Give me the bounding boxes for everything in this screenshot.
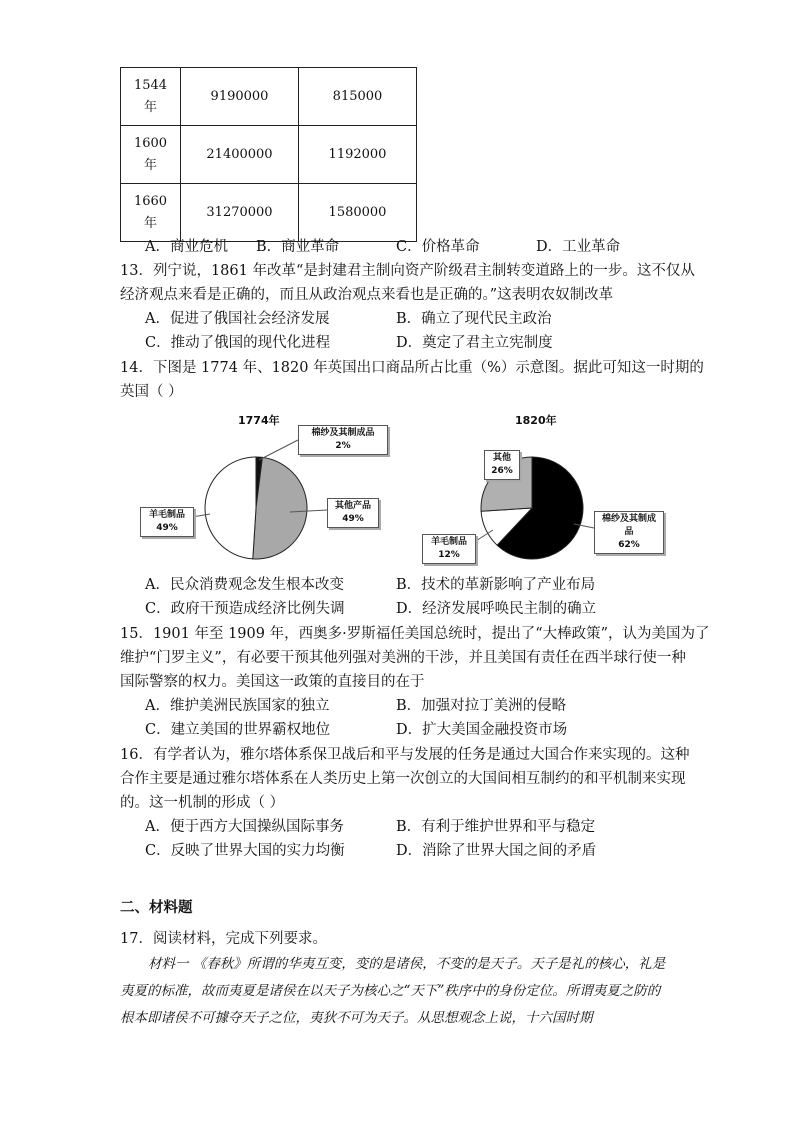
q16-option-a[interactable]: A．便于西方大国操纵国际事务	[145, 819, 344, 835]
q13-option-a[interactable]: A．促进了俄国社会经济发展	[145, 311, 330, 327]
q13-option-b[interactable]: B．确立了现代民主政治	[396, 311, 552, 327]
q14-stem-line1: 14．下图是 1774 年、1820 年英国出口商品所占比重（%）示意图。据此可知这一时期的	[120, 360, 704, 376]
year-number: 1660	[133, 193, 168, 209]
q13-stem-line1: 13．列宁说，1861 年改革“是封建君主制向资产阶级君主制转变道路上的一步。这不仅从	[120, 263, 695, 279]
chart-title-1820: 1820年	[515, 414, 557, 427]
callout-1774-cotton	[298, 425, 388, 455]
q14-option-c[interactable]: C．政府干预造成经济比例失调	[145, 601, 345, 617]
slice-label: 羊毛制品	[148, 510, 185, 520]
q16-stem-line1: 16．有学者认为，雅尔塔体系保卫战后和平与发展的任务是通过大国合作来实现的。这种	[120, 747, 690, 763]
table-cell: 815000	[299, 68, 417, 126]
year-unit: 年	[143, 215, 157, 231]
q14-stem-line2: 英国（ ）	[120, 384, 183, 400]
q17-material: 材料一 《春秋》所谓的华夷互变，变的是诸侯，不变的是天子。天子是礼的核心，礼是夷夏的标准，故而夷夏是诸侯在以天子为核心之“天下”秩序中的身份定位。所谓夷夏之防的根本即诸侯不可據夺天子之位，夷狄不可为天子。从思想观念上说，十六国时期	[120, 956, 666, 1026]
slice-label: 羊毛制品	[430, 537, 467, 547]
q15-option-a[interactable]: A．维护美洲民族国家的独立	[145, 698, 330, 714]
callout-1820-wool	[422, 534, 476, 564]
q16-stem-line3: 的。这一机制的形成（ ）	[120, 795, 285, 811]
year-unit: 年	[143, 99, 157, 115]
table-cell: 31270000	[181, 184, 299, 242]
pie-slice-1774-wool	[205, 457, 256, 559]
callout-1820-other	[484, 450, 520, 480]
year-number: 1544	[133, 77, 168, 93]
slice-value: 49%	[342, 514, 364, 524]
year-unit: 年	[143, 157, 157, 173]
slice-label: 棉纱及其制成品	[311, 428, 375, 438]
q15-option-b[interactable]: B．加强对拉丁美洲的侵略	[396, 698, 567, 714]
callout-1820-cotton	[594, 511, 664, 554]
leader-1774-cotton	[259, 440, 298, 460]
q16-option-d[interactable]: D．消除了世界大国之间的矛盾	[396, 843, 597, 859]
chart-title-1774: 1774年	[238, 414, 280, 427]
q17-stem: 17．阅读材料，完成下列要求。	[120, 931, 327, 947]
pie-1774	[205, 457, 307, 559]
callout-1774-wool	[140, 507, 194, 537]
table-cell: 1580000	[299, 184, 417, 242]
slice-value: 26%	[491, 466, 513, 476]
slice-value: 12%	[438, 550, 460, 560]
q15-stem-line1: 15．1901 年至 1909 年，西奥多·罗斯福任美国总统时，提出了“大棒政策”，认为美国为了	[120, 626, 710, 642]
q14-option-b[interactable]: B．技术的革新影响了产业布局	[396, 577, 596, 593]
q13-option-d[interactable]: D．奠定了君主立宪制度	[396, 335, 553, 351]
table-cell: 21400000	[181, 126, 299, 184]
q14-option-d[interactable]: D．经济发展呼唤民主制的确立	[396, 601, 597, 617]
slice-value: 62%	[618, 540, 640, 550]
slice-label: 棉纱及其制成品	[601, 514, 656, 537]
q13-stem-line2: 经济观点来看是正确的，而且从政治观点来看也是正确的。”这表明农奴制改革	[120, 287, 614, 303]
section-title: 二、材料题	[120, 900, 193, 916]
q15-stem-line2: 维护“门罗主义”，有必要干预其他列强对美洲的干涉，并且美国有责任在西半球行使一种	[120, 650, 686, 666]
q12-option-a[interactable]: A．商业危机	[145, 239, 228, 255]
q15-option-c[interactable]: C．建立美国的世界霸权地位	[145, 722, 331, 738]
q15-option-d[interactable]: D．扩大美国金融投资市场	[396, 722, 568, 738]
q15-stem-line3: 国际警察的权力。美国这一政策的直接目的在于	[120, 674, 425, 690]
q16-option-c[interactable]: C．反映了世界大国的实力均衡	[145, 843, 345, 859]
table-cell: 1192000	[299, 126, 417, 184]
year-number: 1600	[133, 135, 168, 151]
table-cell: 9190000	[181, 68, 299, 126]
slice-value: 49%	[156, 523, 178, 533]
q14-option-a[interactable]: A．民众消费观念发生根本改变	[145, 577, 344, 593]
q13-option-c[interactable]: C．推动了俄国的现代化进程	[145, 335, 331, 351]
q12-option-c[interactable]: C．价格革命	[396, 239, 480, 255]
q16-option-b[interactable]: B．有利于维护世界和平与稳定	[396, 819, 596, 835]
slice-label: 其他	[492, 453, 511, 463]
slice-label: 其他产品	[334, 501, 371, 511]
slice-value: 2%	[335, 441, 351, 451]
q12-option-b[interactable]: B．商业革命	[256, 239, 340, 255]
pie-slice-1774-other	[253, 457, 307, 559]
q16-stem-line2: 合作主要是通过雅尔塔体系在人类历史上第一次创立的大国间相互制约的和平机制来实现	[120, 771, 686, 787]
q12-option-d[interactable]: D．工业革命	[536, 239, 621, 255]
callout-1774-other	[327, 498, 379, 528]
